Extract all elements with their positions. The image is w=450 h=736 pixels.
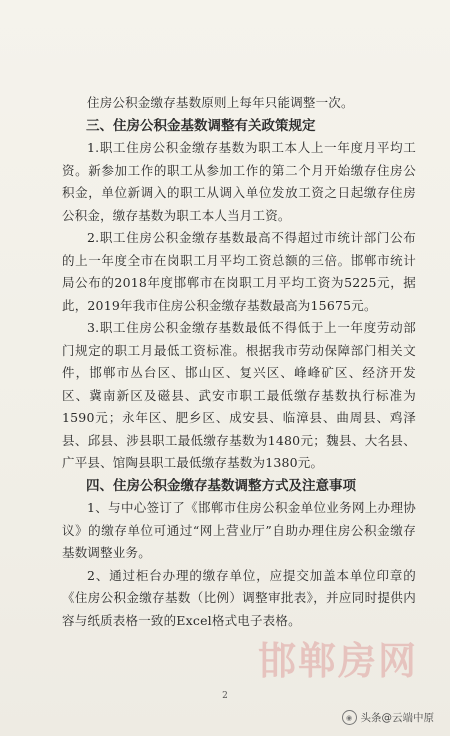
watermark: 邯郸房网 <box>258 639 419 683</box>
body-paragraph: 住房公积金缴存基数原则上每年只能调整一次。 <box>87 95 354 110</box>
body-paragraph: 1、与中心签订了《邯郸市住房公积金单位业务网上办理协议》的缴存单位可通过“网上营业厅”自助办理住房公积金缴存基数调整业务。 <box>62 500 416 560</box>
document-body <box>62 92 416 632</box>
body-paragraph: 3.职工住房公积金缴存基数最低不得低于上一年度劳动部门规定的职工月最低工资标准。根据我市劳动保障部门相关文件，邯郸市丛台区、邯山区、复兴区、峰峰矿区、经济开发区、冀南新区及磁县、武安市职工最低缴存基数执行标准为1590元；永年区、肥乡区、成安县、临漳县、曲周县、鸡泽县、邱县、涉县职工最低缴存基数为1480元；魏县、大名县、广平县、馆陶县职工最低缴存基数为1380元。 <box>62 320 416 470</box>
section-heading: 四、住房公积金缴存基数调整方式及注意事项 <box>86 477 356 494</box>
author-credit[interactable] <box>342 710 435 725</box>
body-paragraph: 2.职工住房公积金缴存基数最高不得超过市统计部门公布的上一年度全市在岗职工月平均工资总额的三倍。邯郸市统计局公布的2018年度邯郸市在岗职工月平均工资为5225元，据此，2019年我市住房公积金缴存基数最高为15675元。 <box>62 230 416 313</box>
body-paragraph: 1.职工住房公积金缴存基数为职工本人上一年度月平均工资。新参加工作的职工从参加工作的第二个月开始缴存住房公积金，单位新调入的职工从调入单位发放工资之日起缴存住房公积金，缴存基数为职工本人当月工资。 <box>62 140 416 223</box>
page-number: 2 <box>222 691 228 701</box>
platform-icon: ◉ <box>342 710 357 725</box>
section-heading: 三、住房公积金基数调整有关政策规定 <box>86 117 316 134</box>
body-paragraph: 2、通过柜台办理的缴存单位，应提交加盖本单位印章的《住房公积金缴存基数（比例）调整审批表》，并应同时提供内容与纸质表格一致的Excel格式电子表格。 <box>62 567 416 628</box>
credit-text: 头条@云端中原 <box>360 712 434 724</box>
